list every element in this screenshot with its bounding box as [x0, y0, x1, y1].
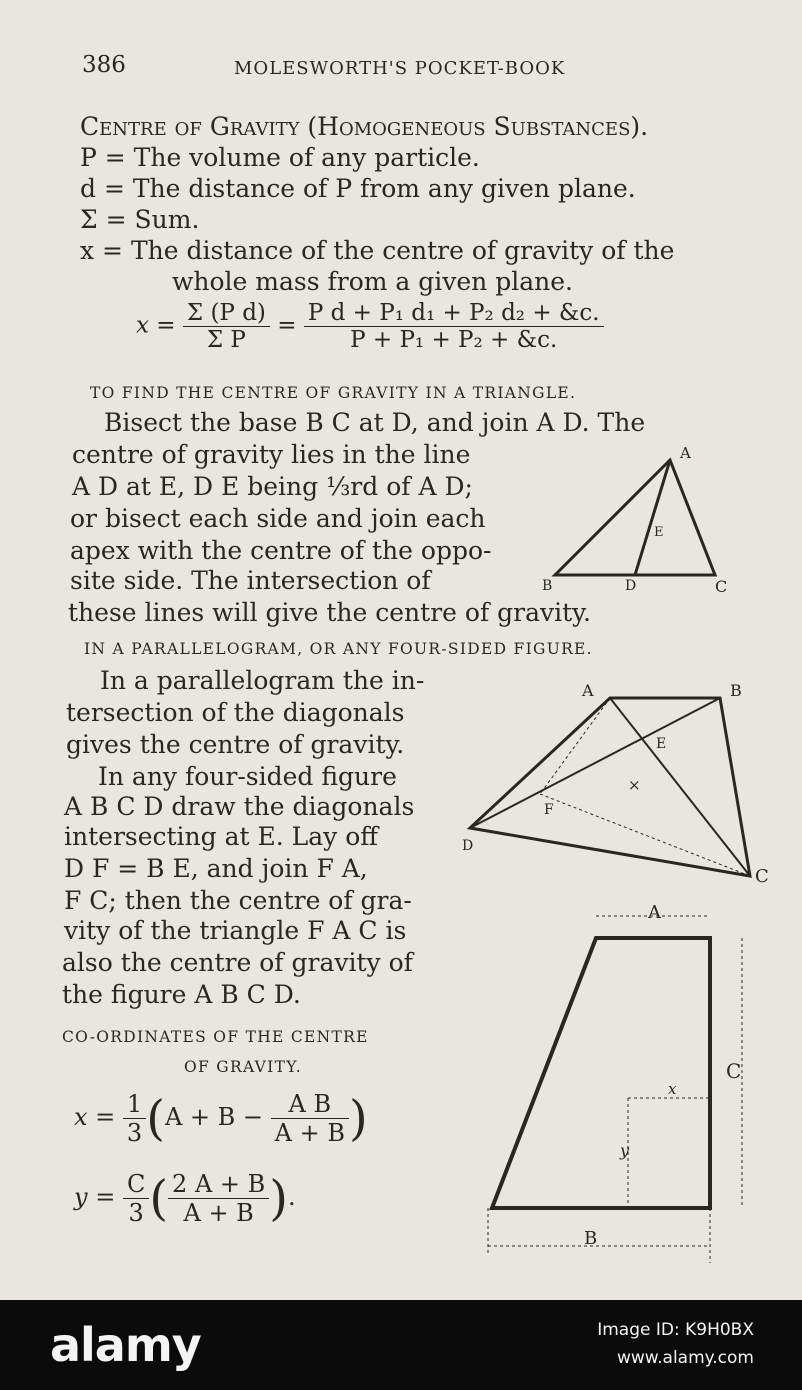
x-coordinate-formula: [74, 1090, 368, 1147]
parallelogram-text-line: the figure A B C D.: [62, 980, 301, 1009]
page-header: [82, 52, 566, 79]
fraction-numerator: 2 A + B: [168, 1170, 269, 1199]
centroid-label-e: E: [654, 525, 664, 540]
fraction-denominator: 3: [126, 1119, 143, 1147]
site-url: www.alamy.com: [616, 1348, 754, 1368]
triangle-text-line: A D at E, D E being ⅓rd of A D;: [72, 472, 473, 501]
diagonal-bd: [470, 698, 720, 828]
fraction-numerator: 1: [123, 1090, 146, 1119]
formula-period: .: [288, 1183, 296, 1211]
formula-inner: A + B −: [164, 1103, 264, 1131]
formula-fraction-1: [183, 300, 270, 353]
parallelogram-text-line: gives the centre of gravity.: [66, 730, 405, 759]
open-paren: (: [149, 1170, 169, 1227]
parallelogram-text-line: also the centre of gravity of: [62, 948, 413, 977]
formula-lhs: x =: [74, 1103, 116, 1131]
triangle-text-line: apex with the centre of the oppo-: [70, 536, 492, 565]
gravity-formula: [136, 300, 604, 353]
quadrilateral-outline: [470, 698, 750, 876]
coefficient-fraction: [123, 1090, 146, 1147]
gravity-heading: Centre of Gravity (Homogeneous Substances).: [80, 112, 649, 141]
coordinates-heading: CO-ORDINATES OF THE CENTRE: [62, 1028, 369, 1046]
open-paren: (: [146, 1090, 165, 1147]
trapezoid-outline: [492, 938, 710, 1208]
parallelogram-text-line: tersection of the diagonals: [66, 698, 405, 727]
parallelogram-text-line: In any four-sided figure: [98, 762, 397, 791]
parallelogram-text-line: D F = B E, and join F A,: [64, 854, 368, 883]
formula-lhs: x =: [136, 312, 176, 339]
fraction-denominator: P + P₁ + P₂ + &c.: [350, 327, 558, 353]
dimension-label-a: A: [648, 902, 661, 923]
fraction-numerator: P d + P₁ d₁ + P₂ d₂ + &c.: [304, 300, 604, 327]
triangle-outline: [555, 460, 715, 575]
definition-line: d = The distance of P from any given plane.: [80, 174, 636, 203]
y-coordinate-formula: [74, 1170, 296, 1227]
close-paren: ): [269, 1170, 289, 1227]
triangle-text-line: Bisect the base B C at D, and join A D. The: [104, 408, 646, 437]
triangle-text-line: centre of gravity lies in the line: [72, 440, 471, 469]
triangle-text-line: site side. The intersection of: [70, 566, 431, 595]
watermark-footer: [0, 1300, 802, 1390]
fraction-numerator: A B: [271, 1090, 349, 1119]
line-fa: [540, 698, 610, 794]
fraction-numerator: C: [123, 1170, 149, 1199]
vertex-label-b: B: [542, 578, 553, 594]
point-label-e: E: [656, 736, 667, 752]
fraction-denominator: A + B: [183, 1199, 254, 1227]
parallelogram-heading: IN A PARALLELOGRAM, OR ANY FOUR-SIDED FIGURE.: [84, 640, 593, 658]
point-label-f: F: [544, 802, 554, 818]
image-id: Image ID: K9H0BX: [597, 1320, 754, 1340]
vertex-label-a: A: [680, 444, 691, 462]
vertex-label-c: C: [755, 866, 769, 886]
parallelogram-text-line: intersecting at E. Lay off: [64, 822, 379, 851]
parallelogram-text-line: vity of the triangle F A C is: [64, 916, 407, 945]
coefficient-fraction: [123, 1170, 149, 1227]
page-number: 386: [82, 52, 126, 78]
parallelogram-text-line: In a parallelogram the in-: [100, 666, 425, 695]
quadrilateral-diagram: [460, 676, 780, 886]
dimension-label-c: C: [726, 1059, 742, 1083]
vertex-label-a: A: [582, 681, 594, 700]
fraction-denominator: Σ P: [206, 327, 246, 353]
fraction-denominator: 3: [128, 1199, 144, 1227]
fraction-numerator: Σ (P d): [183, 300, 270, 327]
fraction-denominator: A + B: [274, 1119, 345, 1147]
formula-fraction-2: [304, 300, 604, 353]
dimension-label-y: y: [620, 1141, 630, 1160]
formula-equals: =: [277, 312, 297, 339]
triangle-text-line: or bisect each side and join each: [70, 504, 486, 533]
triangle-text-line: these lines will give the centre of gravity.: [68, 598, 591, 627]
inner-fraction: [168, 1170, 269, 1227]
definition-line: P = The volume of any particle.: [80, 143, 480, 172]
vertex-label-d: D: [625, 578, 637, 594]
triangle-diagram: [530, 440, 750, 600]
parallelogram-text-line: A B C D draw the diagonals: [64, 792, 415, 821]
dimension-label-x: x: [668, 1080, 677, 1098]
parallelogram-text-line: F C; then the centre of gra-: [64, 886, 412, 915]
close-paren: ): [349, 1090, 368, 1147]
running-title: MOLESWORTH'S POCKET-BOOK: [234, 58, 566, 79]
coordinates-heading-2: OF GRAVITY.: [184, 1058, 302, 1076]
centroid-mark: ×: [628, 776, 641, 794]
definition-line: Σ = Sum.: [80, 205, 200, 234]
dimension-label-b: B: [584, 1228, 598, 1249]
trapezoid-diagram: [480, 898, 770, 1268]
triangle-heading: TO FIND THE CENTRE OF GRAVITY IN A TRIANGLE.: [90, 384, 577, 402]
definition-line: x = The distance of the centre of gravity of the: [80, 236, 675, 265]
definition-line: whole mass from a given plane.: [172, 267, 573, 296]
vertex-label-d: D: [462, 838, 474, 854]
formula-lhs: y =: [74, 1183, 116, 1211]
inner-fraction: [271, 1090, 349, 1147]
alamy-logo: alamy: [50, 1318, 201, 1372]
vertex-label-b: B: [730, 681, 742, 700]
vertex-label-c: C: [715, 577, 728, 596]
